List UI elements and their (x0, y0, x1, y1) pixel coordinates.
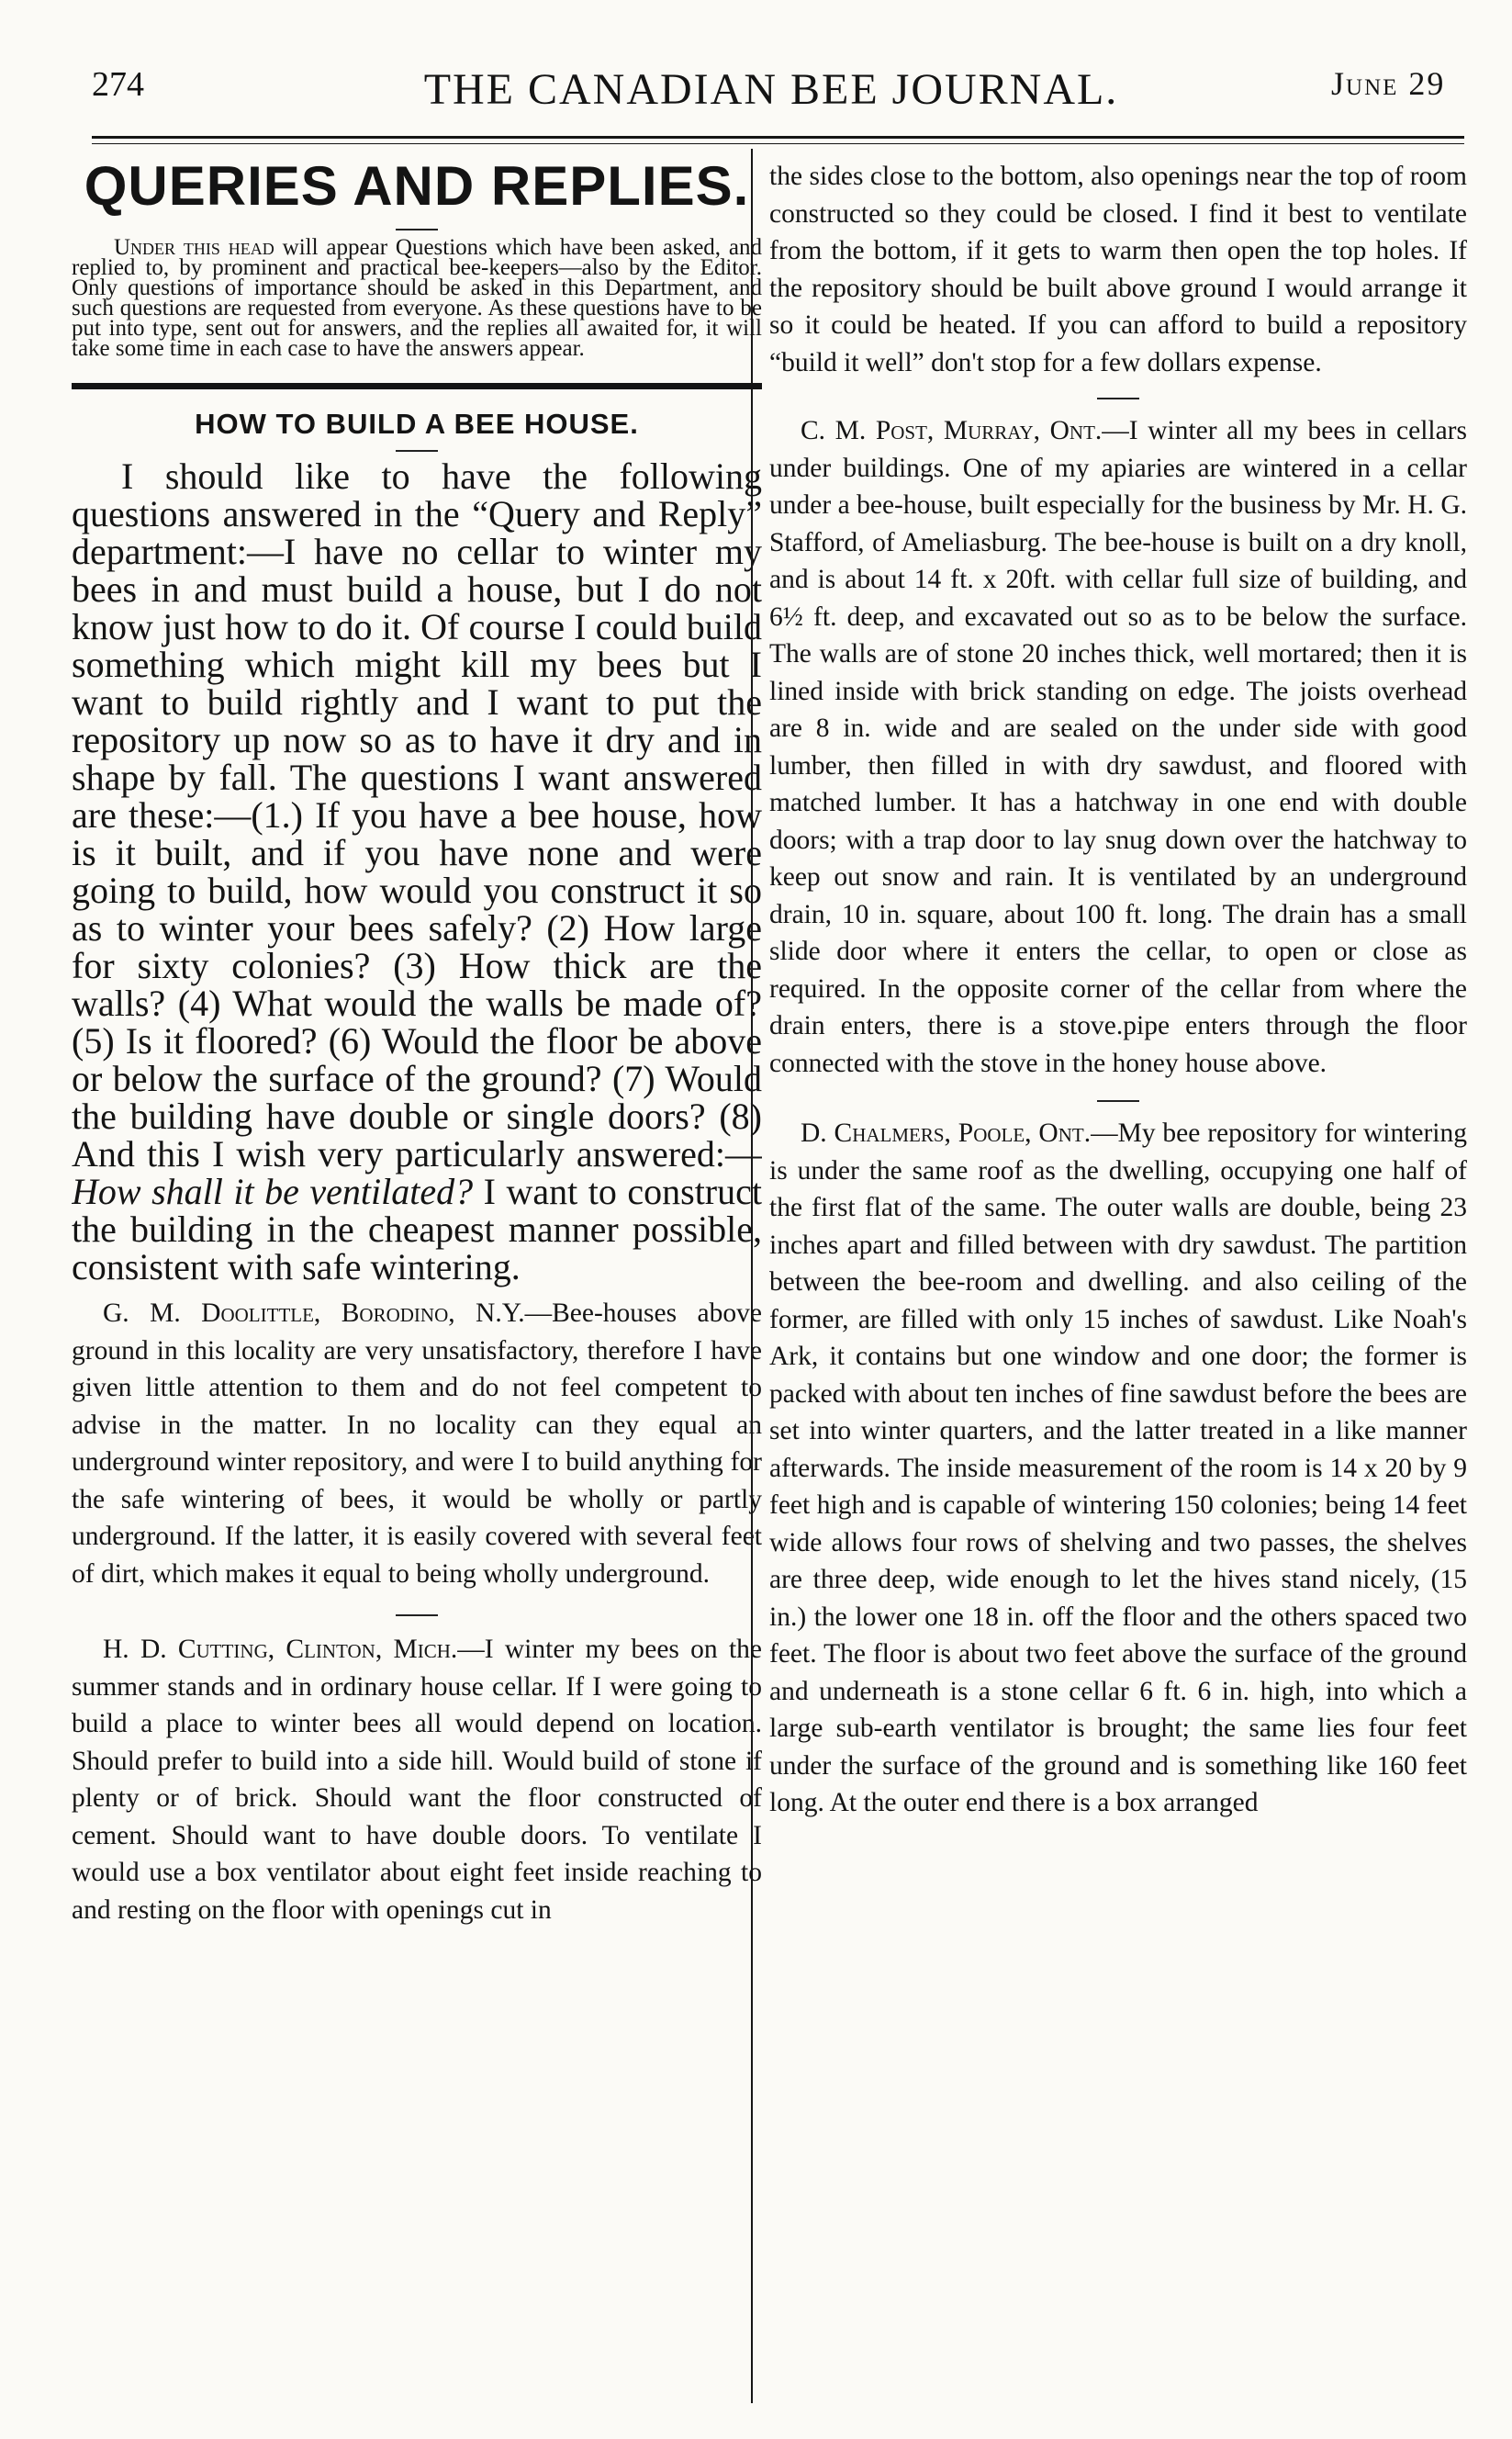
query-body: I should like to have the following questions answered in the “Query and Reply” department:—I have no cellar to winter my bees in and must build a house, but I do not know just how to do it. Of course I could build something which might kill my bees but I want to build rightly and I want to put the repository up now so as to have it dry and in shape by fall. The questions I want answered are these:—(1.) If you have a bee house, how is it built, and if you have none and were going to build, how would you construct it so as to winter your bees safely? (2) How large for sixty colonies? (3) How thick are the walls? (4) What would the walls be made of? (5) Is it floored? (6) Would the floor be above or below the surface of the ground? (7) Would the building have double or single doors? (8) And this I wish very particularly answered:— (72, 455, 762, 1175)
reply-chalmers (769, 1115, 1467, 1822)
reply-text: —My bee repository for wintering is under the same roof as the dwelling, occupying one half of the first flat of the same. The outer walls are double, being 23 inches apart and filled between with dry sawdust. The partition between the bee-room and dwelling. and also ceiling of the former, are filled with only 15 inches of sawdust. Like Noah's Ark, it contains but one window and one door; the former is packed with about ten inches of fine sawdust before the bees are set into winter quarters, and the latter treated in a like manner afterwards. The inside measurement of the room is 14 x 20 by 9 feet high and is capable of wintering 150 colonies; being 14 feet wide allows four rows of shelving and two passes, the shelves are three deep, wide enough to let the hives stand nicely, (15 in.) the lower one 18 in. off the floor and the others spaced two feet. The floor is about two feet above the surface of the ground and underneath is a stone cellar 6 ft. 6 in. high, into which a large sub-earth ventilator is brought; the same lies four feet under the surface of the ground and is something like 160 feet long. At the outer end there is a box arranged (769, 1118, 1467, 1817)
right-column (769, 158, 1467, 2417)
reply-cutting-continued: the sides close to the bottom, also openings near the top of room constructed so they could be closed. I find it best to ventilate from the bottom, if it gets to warm then open the top holes. If the repository should be built above ground I would arrange it so it could be heated. If you can afford to build a repository “build it well” don't stop for a few dollars expense. (769, 162, 1467, 377)
reply-post (769, 412, 1467, 1082)
reply-cutting (72, 1631, 762, 1928)
section-intro (72, 235, 762, 361)
query-italic: How shall it be ventilated? (72, 1171, 474, 1212)
query-text (72, 457, 762, 1286)
reply-author: H. D. Cutting, Clinton, Mich. (103, 1635, 458, 1664)
reply-divider (396, 1614, 438, 1616)
query-tail: I want to construct the building in the cheapest manner possible, consistent with safe wintering. (72, 1171, 762, 1287)
header-rule (92, 136, 1464, 139)
reply-text: —I winter my bees on the summer stands and in ordinary house cellar. If I were going to build a place to winter bees all would depend on location. Should prefer to build into a side hill. Would build of stone if plenty or of brick. Should want the floor constructed of cement. Should want to have double doors. To ventilate I would use a box ventilator about eight feet inside reaching to and resting on the floor with openings cut in (72, 1635, 762, 1925)
reply-author: C. M. Post, Murray, Ont. (801, 416, 1103, 445)
section-title: QUERIES AND REPLIES. (84, 155, 750, 217)
intro-text: will appear Questions which have been asked, and replied to, by prominent and practical bee-keepers—also by the Editor. Only questions of importance should be asked in this Department, and such questions are requested from everyone. As these questions have to be put into type, sent out for answers, and the replies all awaited for, it will take some time in each case to have the answers appear. (72, 235, 762, 361)
journal-title: THE CANADIAN BEE JOURNAL. (423, 65, 1119, 114)
reply-text: —I winter all my bees in cellars under buildings. One of my apiaries are wintered in a cellar under a bee-house, built especially for the business by Mr. H. G. Stafford, of Ameliasburg. The bee-house is built on a dry knoll, and is about 14 ft. x 20ft. with cellar full size of building, and 6½ ft. deep, and excavated out so as to be below the surface. The walls are of stone 20 inches thick, well mortared; then it is lined inside with brick standing on edge. The joists overhead are 8 in. wide and are sealed on the under side with good lumber, then filled in with dry sawdust, and floored with matched lumber. It has a hatchway in one end with double doors; with a trap door to lay snug down over the hatchway to keep out snow and rain. It is ventilated by an underground drain, 10 in. square, about 100 ft. long. The drain has a small slide door where it enters the cellar, to open or close as required. In the opposite corner of the cellar from where the drain enters, there is a stove.pipe enters through the floor connected with the stove in the honey house above. (769, 416, 1467, 1078)
reply-text: —Bee-houses above ground in this locality are very unsatisfactory, therefore I have given little attention to them and do not feel competent to advise in the matter. In no locality can they equal an underground winter repository, and were I to build anything for the safe wintering of bees, it would be wholly or partly underground. If the latter, it is easily covered with several feet of dirt, which makes it equal to being wholly underground. (72, 1298, 762, 1589)
reply-divider (1097, 398, 1139, 399)
intro-lead: Under this head (114, 235, 274, 260)
left-column (72, 154, 762, 2413)
section-rule (72, 383, 762, 389)
header-rule-thin (92, 143, 1464, 144)
query-heading: HOW TO BUILD A BEE HOUSE. (195, 408, 639, 440)
reply-divider (1097, 1100, 1139, 1102)
reply-author: G. M. Doolittle, Borodino, N.Y. (103, 1298, 525, 1328)
reply-author: D. Chalmers, Poole, Ont. (801, 1118, 1092, 1148)
title-dash (396, 229, 438, 230)
reply-doolittle (72, 1295, 762, 1592)
issue-date: June 29 (1331, 65, 1446, 102)
heading-dash (396, 450, 438, 452)
page-number: 274 (92, 65, 144, 104)
